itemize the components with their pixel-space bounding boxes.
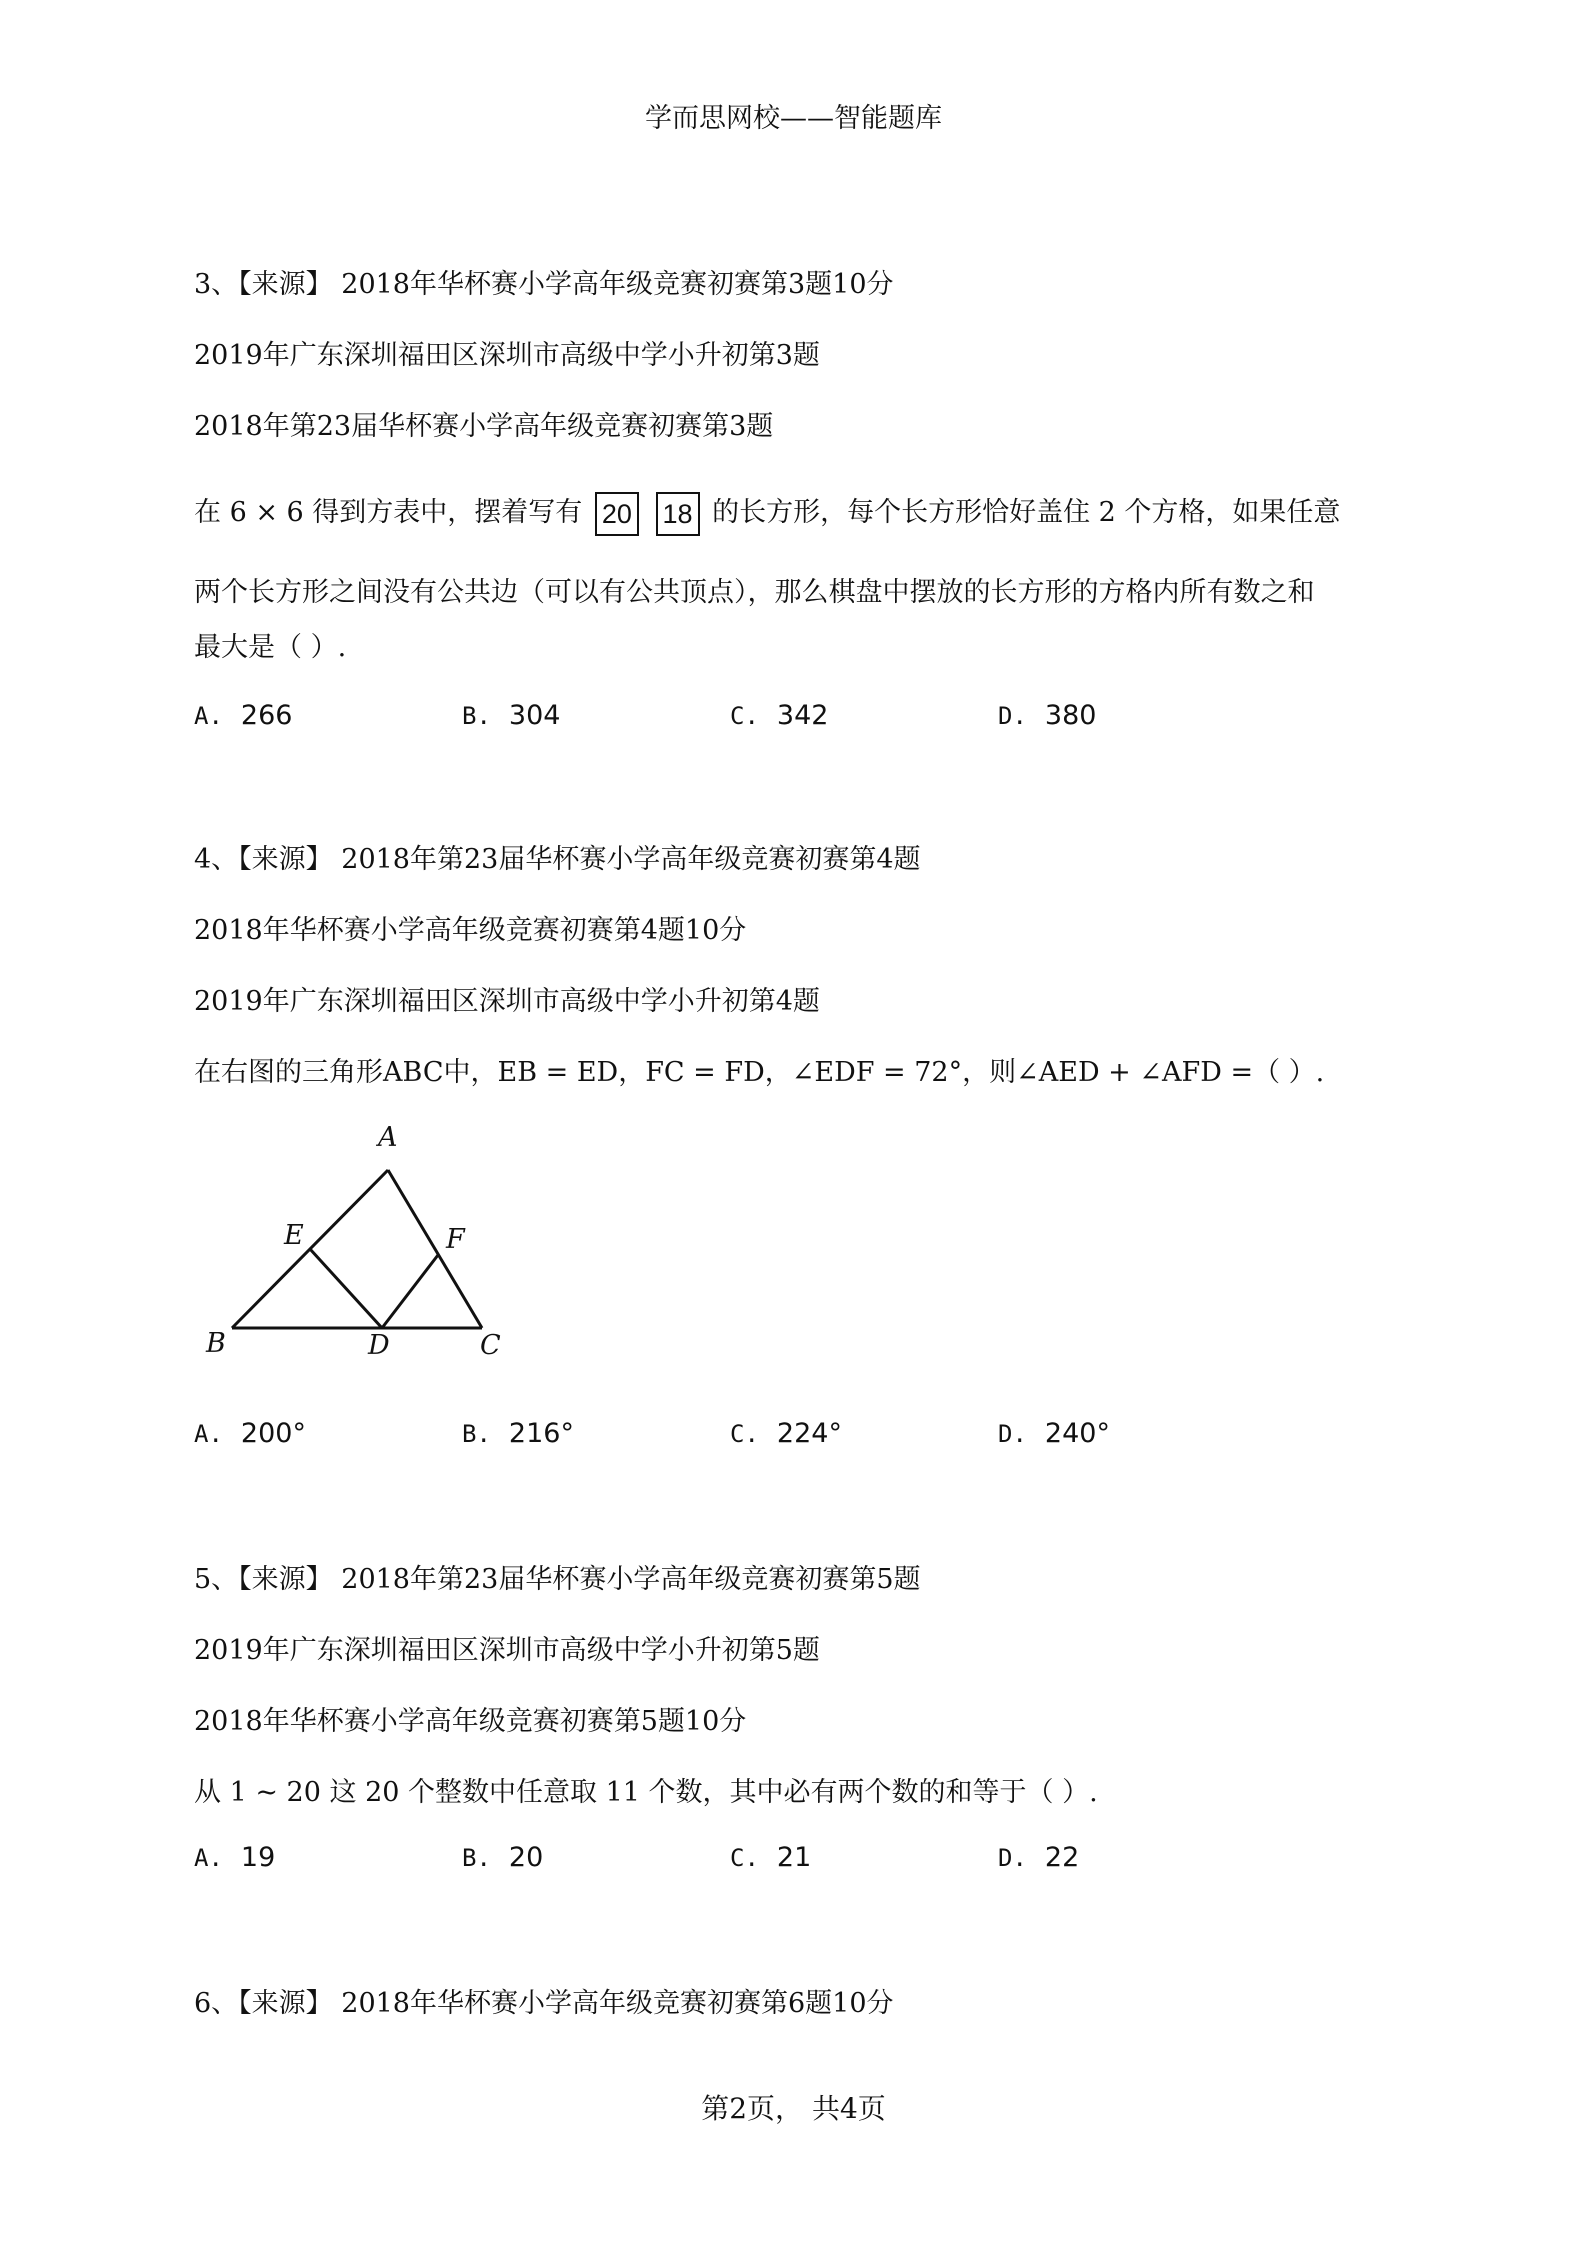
question-source-line: 6、【来源】 2018年华杯赛小学高年级竞赛初赛第6题10分 [194,1988,894,2019]
option-b[interactable] [462,700,560,731]
question-stem-line-3: 最大是（ ）. [194,632,347,663]
option-c[interactable] [730,700,828,731]
option-label: A. [194,702,223,730]
option-label: A. [194,1844,223,1872]
question-extra-source: 2019年广东深圳福田区深圳市高级中学小升初第5题 [194,1635,820,1666]
question-extra-source: 2018年华杯赛小学高年级竞赛初赛第5题10分 [194,1706,747,1737]
segment-fd [382,1255,438,1328]
question-stem: 在右图的三角形ABC中，EB = ED，FC = FD，∠EDF = 72°，则∠AED + ∠AFD =（ ）. [194,1057,1325,1088]
option-label: D. [998,1844,1027,1872]
triangle-abc-figure [196,1118,516,1378]
page-indicator: 第2页， 共4页 [701,2092,886,2125]
option-value: 304 [508,700,561,731]
option-value: 21 [776,1842,812,1873]
segment-ed [310,1249,382,1328]
question-extra-source: 2018年华杯赛小学高年级竞赛初赛第4题10分 [194,915,747,946]
question-extra-source: 2018年第23届华杯赛小学高年级竞赛初赛第3题 [194,411,774,442]
question-stem: 从 1 ~ 20 这 20 个整数中任意取 11 个数，其中必有两个数的和等于（ ）. [194,1777,1098,1808]
option-label: B. [462,1420,491,1448]
option-value: 224° [776,1418,842,1449]
option-value: 200° [240,1418,306,1449]
option-b[interactable] [462,1842,543,1873]
option-d[interactable] [998,1842,1079,1873]
question-source-line: 3、【来源】 2018年华杯赛小学高年级竞赛初赛第3题10分 [194,269,894,300]
stem-text: 在 6 × 6 得到方表中，摆着写有 [194,497,583,528]
option-a[interactable] [194,1842,275,1873]
question-extra-source: 2019年广东深圳福田区深圳市高级中学小升初第4题 [194,986,820,1017]
option-value: 216° [508,1418,574,1449]
label-b: B [206,1328,226,1359]
label-f: F [446,1224,465,1255]
option-c[interactable] [730,1842,811,1873]
option-label: D. [998,1420,1027,1448]
option-value: 240° [1044,1418,1110,1449]
stem-text: 的长方形，每个长方形恰好盖住 2 个方格，如果任意 [712,497,1341,528]
segment-ac [388,1170,482,1328]
label-e: E [284,1220,304,1251]
question-stem-line-1 [194,490,1340,536]
option-label: D. [998,702,1027,730]
option-value: 342 [776,700,829,731]
question-extra-source: 2019年广东深圳福田区深圳市高级中学小升初第3题 [194,340,820,371]
option-value: 22 [1044,1842,1080,1873]
option-label: B. [462,702,491,730]
question-source-line: 4、【来源】 2018年第23届华杯赛小学高年级竞赛初赛第4题 [194,844,921,875]
option-d[interactable] [998,1418,1110,1449]
number-box: 18 [656,492,700,536]
option-c[interactable] [730,1418,842,1449]
question-source-line: 5、【来源】 2018年第23届华杯赛小学高年级竞赛初赛第5题 [194,1564,921,1595]
option-a[interactable] [194,700,292,731]
option-label: A. [194,1420,223,1448]
label-d: D [368,1330,390,1361]
number-box: 20 [595,492,639,536]
label-c: C [480,1330,501,1361]
question-stem-line-2: 两个长方形之间没有公共边（可以有公共顶点），那么棋盘中摆放的长方形的方格内所有数之和 [194,577,1315,608]
option-label: B. [462,1844,491,1872]
option-label: C. [730,702,759,730]
option-label: C. [730,1420,759,1448]
option-value: 19 [240,1842,276,1873]
option-a[interactable] [194,1418,306,1449]
option-value: 20 [508,1842,544,1873]
option-label: C. [730,1844,759,1872]
option-value: 380 [1044,700,1097,731]
label-a: A [378,1122,398,1153]
page-header-title: 学而思网校——智能题库 [645,103,942,134]
option-b[interactable] [462,1418,574,1449]
option-d[interactable] [998,700,1096,731]
option-value: 266 [240,700,293,731]
